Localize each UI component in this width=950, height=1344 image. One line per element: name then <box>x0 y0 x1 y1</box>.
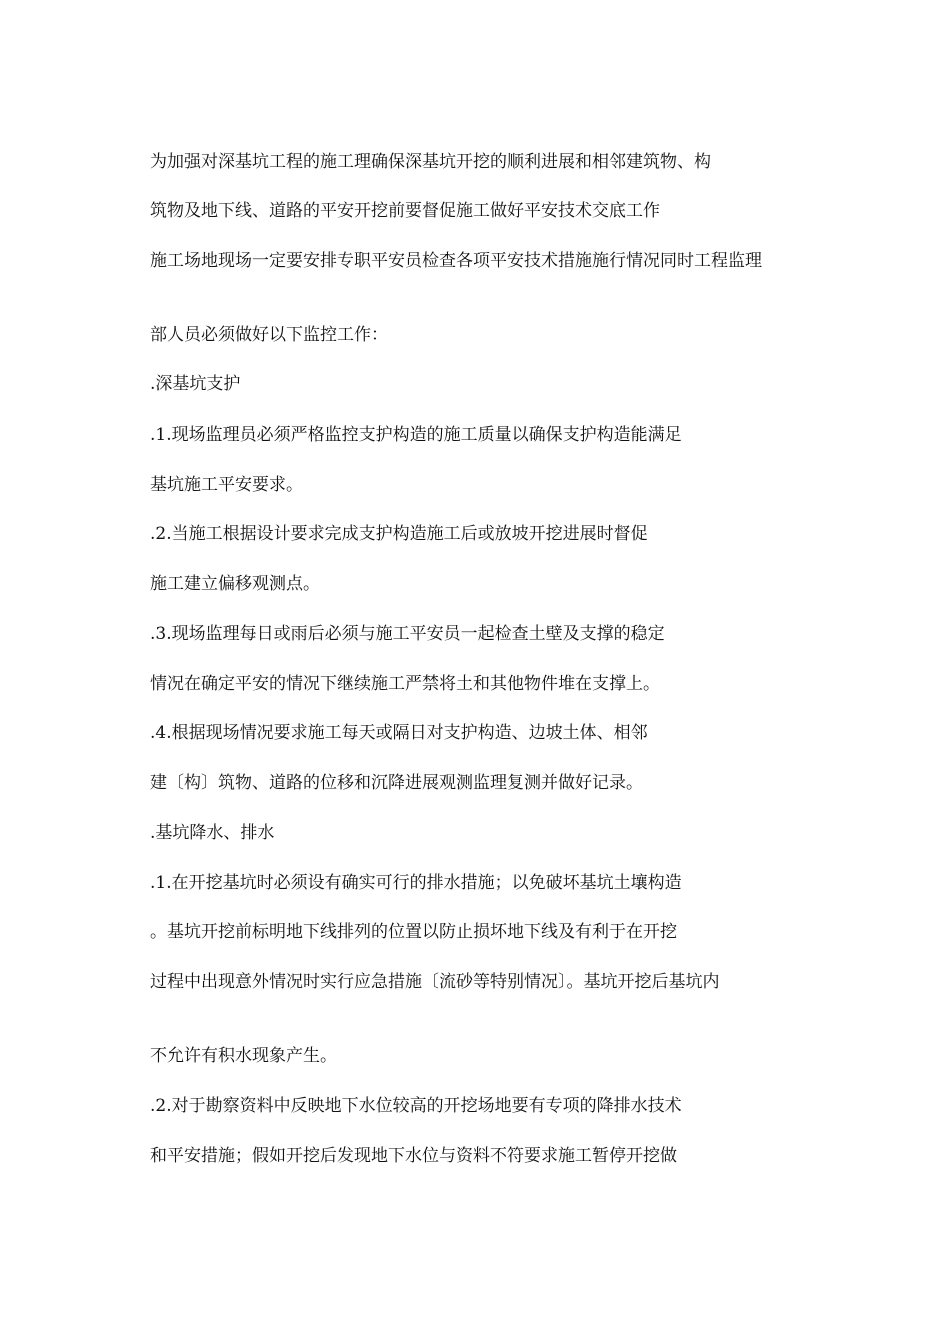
paragraph-line: 。基坑开挖前标明地下线排列的位置以防止损坏地下线及有利于在开挖 <box>150 922 677 942</box>
paragraph-line: .1.在开挖基坑时必须设有确实可行的排水措施；以免破坏基坑土壤构造 <box>150 873 682 893</box>
paragraph-line: .2.当施工根据设计要求完成支护构造施工后或放坡开挖进展时督促 <box>150 524 648 544</box>
paragraph-line: 部人员必须做好以下监控工作： <box>150 325 388 345</box>
section-heading: .深基坑支护 <box>150 374 241 394</box>
paragraph-line: 过程中出现意外情况时实行应急措施〔流砂等特别情况〕。基坑开挖后基坑内 <box>150 972 720 992</box>
paragraph-line: 建〔构〕筑物、道路的位移和沉降进展观测监理复测并做好记录。 <box>150 773 643 793</box>
paragraph-line: .1.现场监理员必须严格监控支护构造的施工质量以确保支护构造能满足 <box>150 425 682 445</box>
paragraph-line: 不允许有积水现象产生。 <box>150 1046 337 1066</box>
paragraph-line: 施工建立偏移观测点。 <box>150 574 320 594</box>
paragraph-line: .4.根据现场情况要求施工每天或隔日对支护构造、边坡土体、相邻 <box>150 723 648 743</box>
paragraph-line: 施工场地现场一定要安排专职平安员检查各项平安技术措施施行情况同时工程监理 <box>150 251 762 271</box>
paragraph-line: 为加强对深基坑工程的施工理确保深基坑开挖的顺利进展和相邻建筑物、构 <box>150 152 711 172</box>
paragraph-line: .2.对于勘察资料中反映地下水位较高的开挖场地要有专项的降排水技术 <box>150 1096 682 1116</box>
paragraph-line: 和平安措施；假如开挖后发现地下水位与资料不符要求施工暂停开挖做 <box>150 1146 677 1166</box>
paragraph-line: 情况在确定平安的情况下继续施工严禁将土和其他物件堆在支撑上。 <box>150 674 660 694</box>
paragraph-line: .3.现场监理每日或雨后必须与施工平安员一起检查土壁及支撑的稳定 <box>150 624 665 644</box>
section-heading: .基坑降水、排水 <box>150 823 275 843</box>
paragraph-line: 筑物及地下线、道路的平安开挖前要督促施工做好平安技术交底工作 <box>150 201 660 221</box>
paragraph-line: 基坑施工平安要求。 <box>150 475 303 495</box>
